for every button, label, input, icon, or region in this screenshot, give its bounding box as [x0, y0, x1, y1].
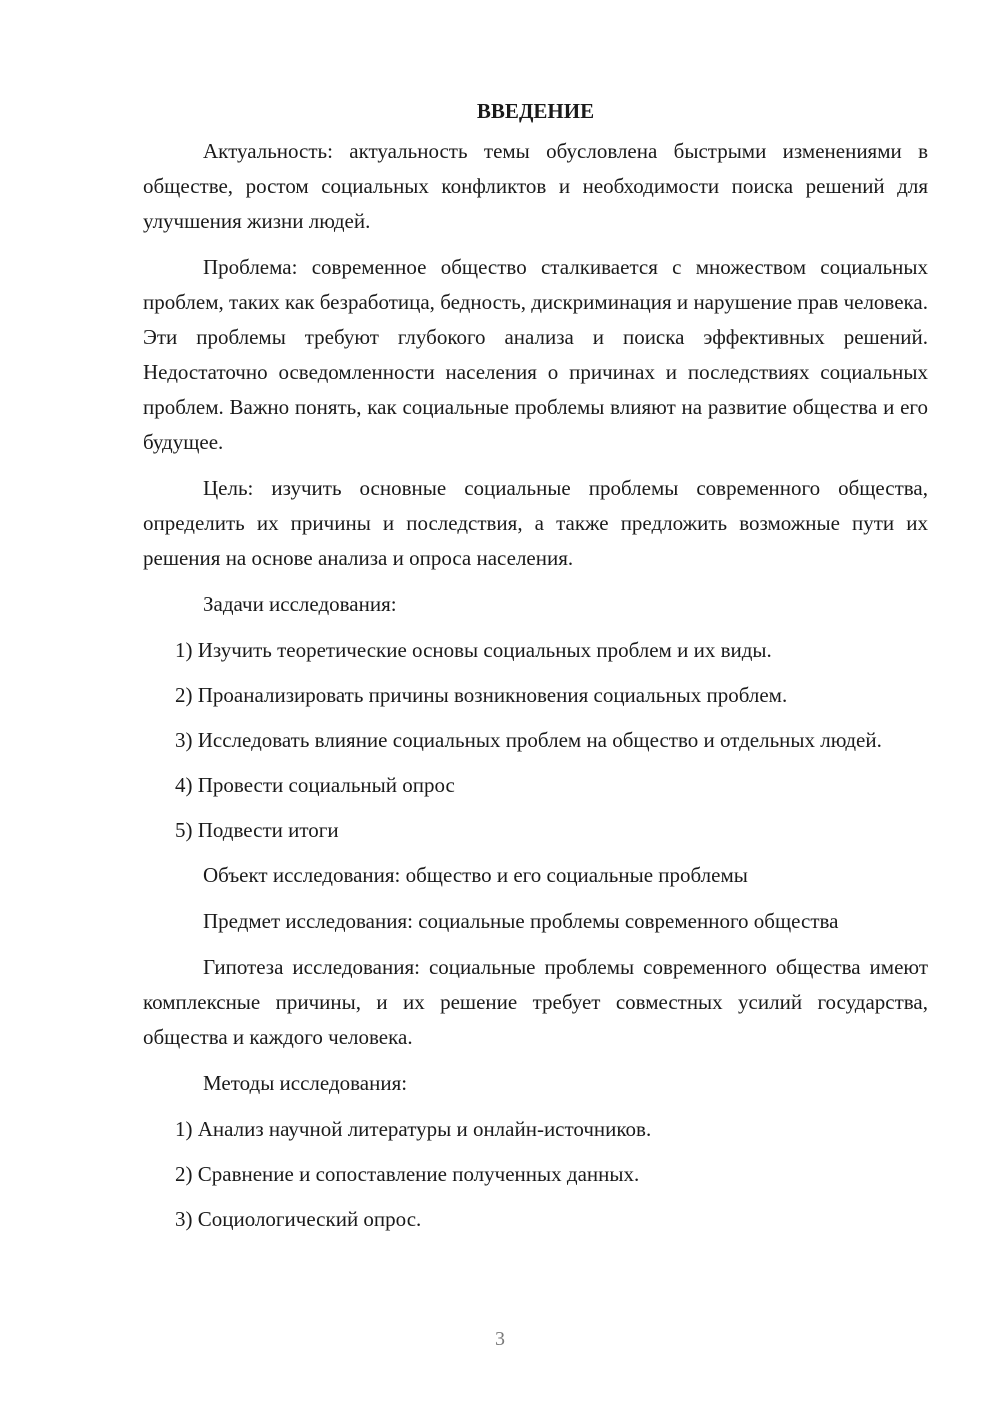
method-item: 2) Сравнение и сопоставление полученных данных. — [175, 1162, 640, 1186]
tasks-heading: Задачи исследования: — [203, 592, 397, 616]
page-number: 3 — [495, 1328, 505, 1350]
problem-paragraph: Проблема: современное общество сталкивается с множеством социальных проблем, таких как безработица, бедность, дискриминация и нарушение прав человека. Эти проблемы требуют глубокого анализа и поиска эффективных решений. Недостаточно осведомленности населения о причинах и последствиях социальных проблем. Важно понять, как социальные проблемы влияют на развитие общества и его будущее. — [143, 255, 928, 454]
methods-heading: Методы исследования: — [203, 1071, 408, 1095]
task-item: 2) Проанализировать причины возникновения социальных проблем. — [175, 683, 788, 707]
method-item: 1) Анализ научной литературы и онлайн-источников. — [175, 1117, 652, 1141]
method-item: 3) Социологический опрос. — [175, 1207, 422, 1231]
task-item: 5) Подвести итоги — [175, 818, 339, 842]
document-page — [143, 96, 928, 1247]
subject-paragraph: Предмет исследования: социальные проблемы современного общества — [203, 909, 839, 933]
goal-paragraph: Цель: изучить основные социальные проблемы современного общества, определить их причины и последствия, а также предложить возможные пути их решения на основе анализа и опроса населения. — [143, 476, 928, 570]
relevance-paragraph: Актуальность: актуальность темы обусловлена быстрыми изменениями в обществе, ростом социальных конфликтов и необходимости поиска решений для улучшения жизни людей. — [143, 139, 928, 233]
section-title: ВВЕДЕНИЕ — [476, 99, 595, 123]
task-item: 1) Изучить теоретические основы социальных проблем и их виды. — [175, 638, 772, 662]
hypothesis-paragraph: Гипотеза исследования: социальные проблемы современного общества имеют комплексные причины, и их решение требует совместных усилий государства, общества и каждого человека. — [143, 955, 928, 1049]
task-item: 3) Исследовать влияние социальных проблем на общество и отдельных людей. — [175, 728, 882, 752]
task-item: 4) Провести социальный опрос — [175, 773, 455, 797]
object-paragraph: Объект исследования: общество и его социальные проблемы — [203, 863, 748, 887]
